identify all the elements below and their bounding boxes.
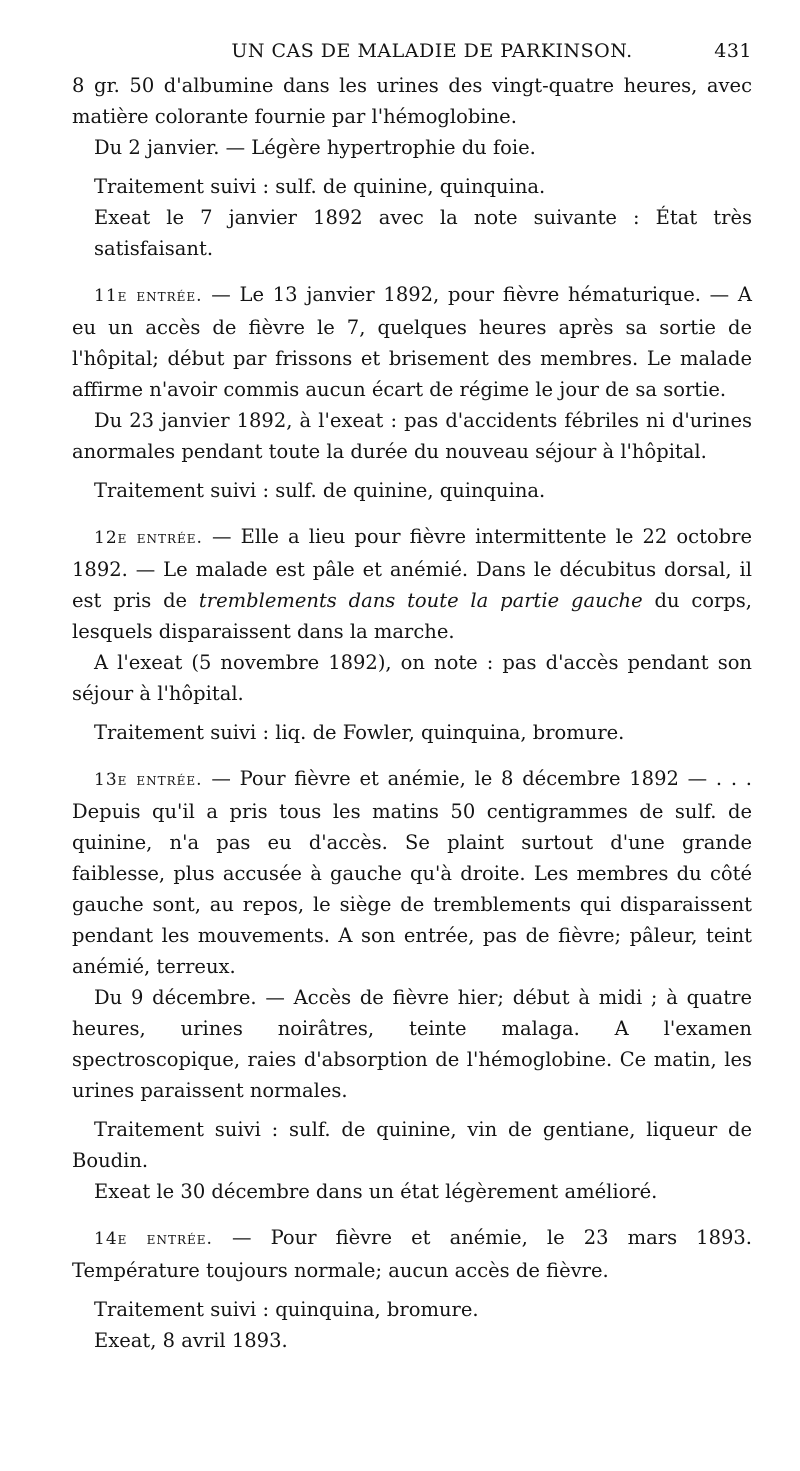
- paragraph-2-janvier: Du 2 janvier. — Légère hypertrophie du foie.: [94, 136, 536, 159]
- entry-14-label: 14e entrée.: [94, 1229, 213, 1249]
- paragraph-albumine: 8 gr. 50 d'albumine dans les urines des vingt-quatre heures, avec matière colorante fournie par l'hémoglobine.: [72, 74, 752, 128]
- entry-14-traitement: Traitement suivi : quinquina, bromure.: [94, 1298, 479, 1321]
- entry-12-text-b: du corps, lesquels disparaissent dans la marche.: [72, 589, 752, 643]
- entry-12-traitement: Traitement suivi : liq. de Fowler, quinquina, bromure.: [94, 721, 625, 744]
- entry-11: [72, 279, 752, 506]
- entry-14-exeat: Exeat, 8 avril 1893.: [94, 1329, 288, 1352]
- entry-12-italic: tremblements dans toute la partie gauche: [198, 589, 643, 612]
- entry-11-exeat: Du 23 janvier 1892, à l'exeat : pas d'accidents fébriles ni d'urines anormales pendant toute la durée du nouveau séjour à l'hôpital.: [72, 409, 752, 463]
- entry-11-text: — Le 13 janvier 1892, pour fièvre hématurique. — A eu un accès de fièvre le 7, quelques heures après sa sortie de l'hôpital; début par frissons et brisement des membres. Le malade affirme n'avoir commis aucun écart de régime le jour de sa sortie.: [72, 283, 752, 401]
- entry-11-paragraph: [72, 279, 752, 405]
- entry-13-paragraph: [72, 763, 752, 982]
- entry-12-label: 12e entrée.: [94, 528, 203, 548]
- entry-12-paragraph: [72, 521, 752, 647]
- continuation-section: [72, 70, 752, 264]
- entry-12-text-a: — Elle a lieu pour fièvre intermittente le 22 octobre 1892. — Le malade est pâle et anémié. Dans le décubitus dorsal, il est pris de: [72, 525, 752, 612]
- entry-11-traitement: Traitement suivi : sulf. de quinine, quinquina.: [94, 479, 546, 502]
- entry-11-label: 11e entrée.: [94, 286, 203, 306]
- paragraph-traitement-1: Traitement suivi : sulf. de quinine, quinquina.: [94, 175, 546, 198]
- running-title: UN CAS DE MALADIE DE PARKINSON.: [231, 40, 633, 62]
- entry-13-9-decembre: Du 9 décembre. — Accès de fièvre hier; début à midi ; à quatre heures, urines noirâtres, teinte malaga. A l'examen spectroscopique, raies d'absorption de l'hémoglobine. Ce matin, les urines paraissent normales.: [72, 986, 752, 1102]
- entry-12: [72, 521, 752, 748]
- paragraph-exeat-1: Exeat le 7 janvier 1892 avec la note suivante : État très satisfaisant.: [94, 206, 752, 260]
- entry-13-label: 13e entrée.: [94, 770, 203, 790]
- entry-12-exeat: A l'exeat (5 novembre 1892), on note : pas d'accès pendant son séjour à l'hôpital.: [72, 651, 752, 705]
- entry-13-text: — Pour fièvre et anémie, le 8 décembre 1892 — . . . Depuis qu'il a pris tous les matins 50 centigrammes de sulf. de quinine, n'a pas eu d'accès. Se plaint surtout d'une grande faiblesse, plus accusée à gauche qu'à droite. Les membres du côté gauche sont, au repos, le siège de tremblements qui disparaissent pendant les mouvements. A son entrée, pas de fièvre; pâleur, teint anémié, terreux.: [72, 767, 752, 978]
- entry-14-paragraph: [72, 1222, 752, 1286]
- entry-13-traitement: Traitement suivi : sulf. de quinine, vin de gentiane, liqueur de Boudin.: [72, 1118, 752, 1172]
- page-number: 431: [714, 40, 752, 62]
- entry-14-text: — Pour fièvre et anémie, le 23 mars 1893. Température toujours normale; aucun accès de fièvre.: [72, 1226, 752, 1282]
- running-head: [72, 36, 752, 70]
- entry-14: [72, 1222, 752, 1356]
- entry-13-exeat: Exeat le 30 décembre dans un état légèrement amélioré.: [94, 1180, 658, 1203]
- entry-13: [72, 763, 752, 1207]
- book-page: [72, 36, 752, 1356]
